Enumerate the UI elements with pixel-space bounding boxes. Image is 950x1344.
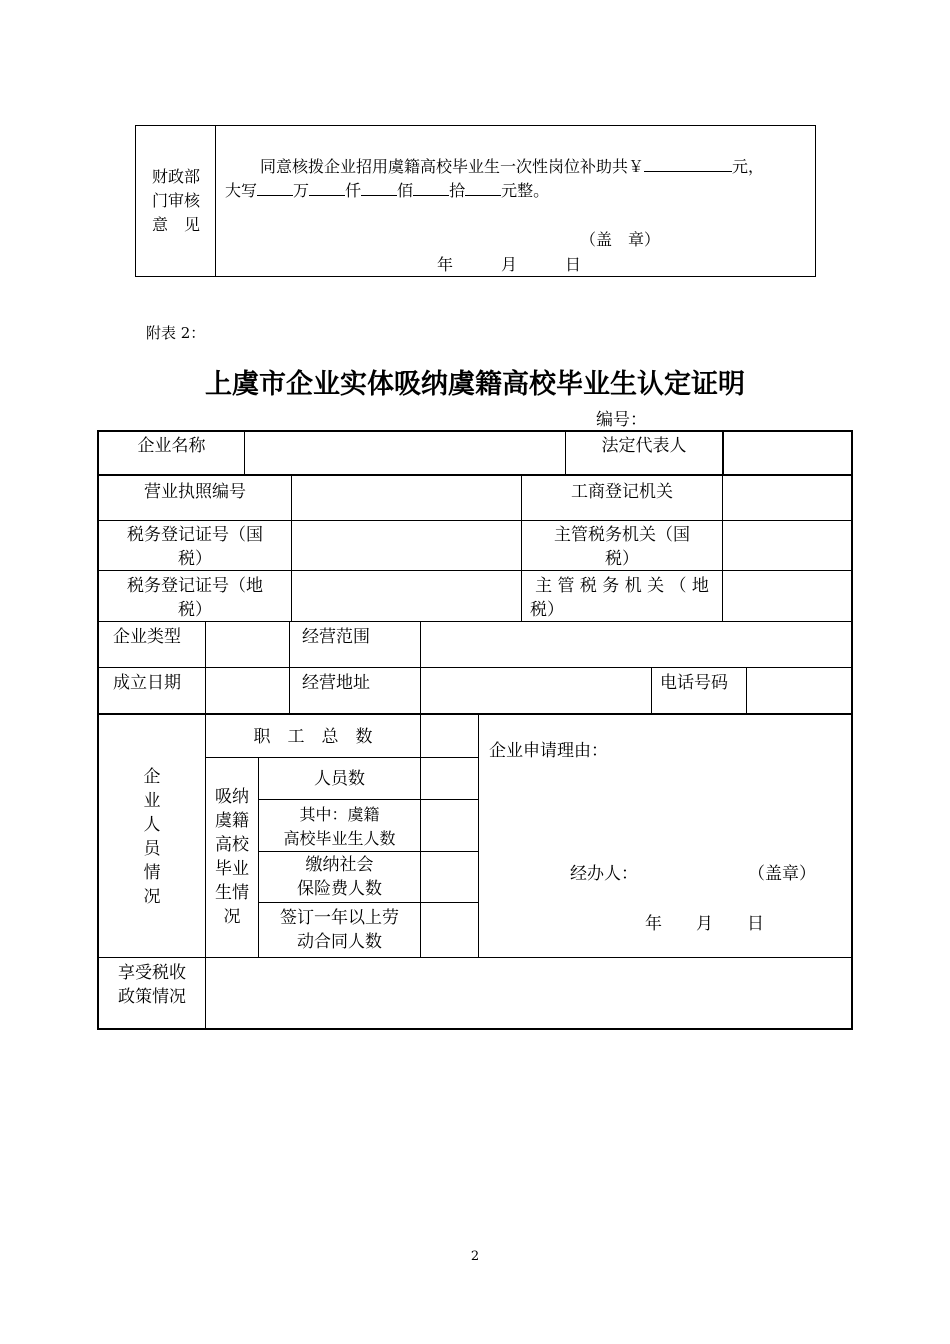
total-staff-field[interactable] — [422, 716, 477, 756]
contract-field[interactable] — [422, 904, 477, 956]
page-title: 上虞市企业实体吸纳虞籍高校毕业生认定证明 — [205, 369, 745, 400]
phone-field[interactable] — [748, 669, 850, 712]
contract-label: 签订一年以上劳 动合同人数 — [280, 908, 399, 952]
tax-policy-label: 享受税收 政策情况 — [118, 963, 186, 1007]
company-type-field[interactable] — [207, 623, 288, 666]
business-address-field[interactable] — [422, 669, 650, 712]
tax-auth-local-field[interactable] — [724, 572, 850, 620]
est-date-label: 成立日期 — [113, 673, 181, 693]
finance-label-line2: 门审核 — [151, 191, 200, 210]
finance-text-line2: 大写 万 仟 佰 拾 元整。 — [225, 181, 550, 200]
reg-authority-field[interactable] — [724, 477, 850, 519]
tax-auth-national-label: 主管税务机关（国 税） — [554, 525, 690, 569]
headcount-label: 人员数 — [314, 769, 365, 789]
business-address-label: 经营地址 — [302, 673, 370, 693]
attachment-label: 附表 2： — [146, 324, 206, 342]
number-label: 编号： — [596, 410, 647, 430]
among-field[interactable] — [422, 801, 477, 850]
page-number: 2 — [470, 1249, 480, 1264]
license-no-field[interactable] — [293, 477, 520, 519]
finance-text-part2: 元， — [732, 157, 765, 176]
tax-reg-local-label: 税务登记证号（地 税） — [127, 576, 263, 620]
staff-section-label: 企 业 人 员 情 况 — [143, 767, 161, 907]
amount-blank[interactable] — [644, 155, 732, 172]
tax-reg-national-field[interactable] — [293, 522, 520, 569]
phone-label: 电话号码 — [660, 673, 728, 693]
table-border-top — [97, 430, 853, 432]
apply-date: 年 月 日 — [645, 914, 764, 934]
finance-label-line3: 意 见 — [151, 215, 200, 234]
absorb-label: 吸纳 虞籍 高校 毕业 生情 况 — [215, 787, 249, 927]
finance-label-line1: 财政部 — [151, 167, 200, 186]
business-scope-label: 经营范围 — [302, 627, 370, 647]
finance-text-part1: 同意核拨企业招用虞籍高校毕业生一次性岗位补助共￥ — [260, 157, 645, 176]
tax-reg-national-label: 税务登记证号（国 税） — [127, 525, 263, 569]
reg-authority-label: 工商登记机关 — [571, 482, 673, 502]
social-ins-label: 缴纳社会 保险费人数 — [297, 855, 382, 899]
total-staff-label: 职 工 总 数 — [253, 727, 373, 747]
apply-seal: （盖章） — [748, 864, 816, 884]
finance-label — [143, 165, 209, 237]
legal-rep-label: 法定代表人 — [601, 436, 687, 456]
legal-rep-field[interactable] — [725, 433, 850, 473]
company-name-field[interactable] — [246, 433, 564, 473]
tax-policy-field[interactable] — [207, 959, 850, 1027]
headcount-field[interactable] — [422, 759, 477, 798]
business-scope-field[interactable] — [422, 623, 850, 666]
company-name-label: 企业名称 — [137, 436, 206, 456]
qian-blank[interactable] — [309, 179, 345, 196]
license-no-label: 营业执照编号 — [144, 482, 246, 502]
apply-reason-label: 企业申请理由： — [489, 741, 608, 761]
handler-label: 经办人： — [570, 864, 638, 884]
finance-date: 年 月 日 — [437, 255, 582, 274]
table-border-bottom — [97, 1028, 853, 1030]
finance-divider — [215, 125, 216, 277]
tax-reg-local-field[interactable] — [293, 572, 520, 620]
bai-blank[interactable] — [361, 179, 397, 196]
wan-blank[interactable] — [257, 179, 293, 196]
tax-auth-local-label: 主 管 税 务 机 关 （ 地 税） — [530, 576, 709, 620]
est-date-field[interactable] — [207, 669, 288, 712]
social-ins-field[interactable] — [422, 853, 477, 901]
finance-text-line1 — [260, 155, 764, 179]
tax-auth-national-field[interactable] — [724, 522, 850, 569]
shi-blank[interactable] — [413, 179, 449, 196]
company-type-label: 企业类型 — [113, 627, 181, 647]
among-label: 其中：虞籍 高校毕业生人数 — [283, 805, 396, 848]
finance-seal: （盖 章） — [580, 230, 661, 249]
yuan-blank[interactable] — [465, 179, 501, 196]
